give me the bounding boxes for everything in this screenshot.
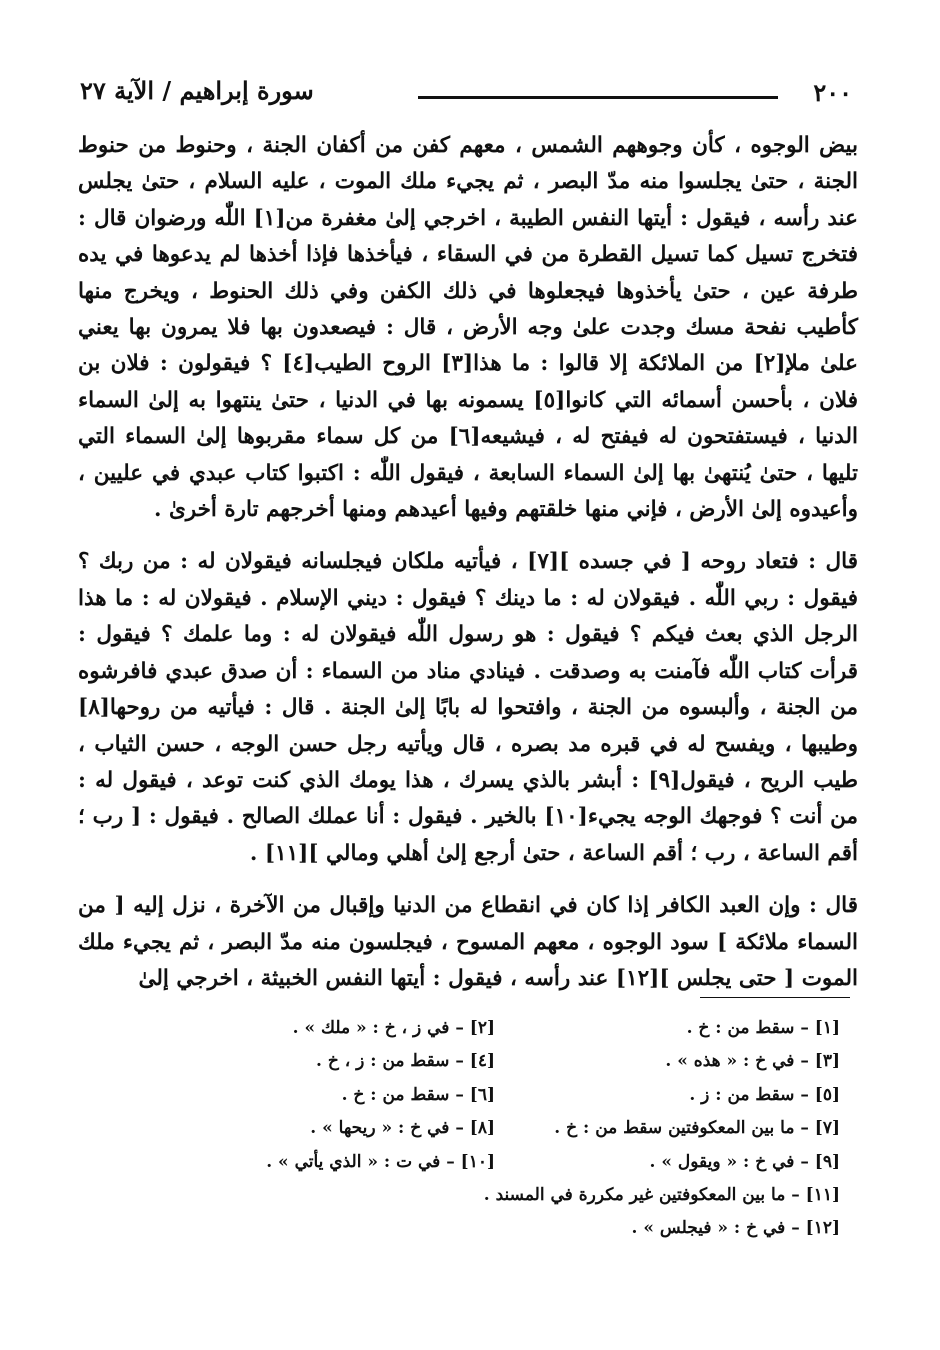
paragraph: بيض الوجوه ، كأن وجوههم الشمس ، معهم كفن من أكفان الجنة ، وحنوط من حنوط الجنة ، حتىٰ يجلسوا منه مدّ البصر ، ثم يجيء ملك الموت ، عليه السلام ، حتىٰ يجلس عند رأسه ، فيقول : أيتها النفس الطيبة ، اخرجي إلىٰ مغفرة من[١] اللّٰه ورضوان قال : فتخرج تسيل كما تسيل القطرة من في السقاء ، فيأخذها فإذا أخذها لم يدعوها في يده طرفة عين ، حتىٰ يأخذوها فيجعلوها في ذلك الكفن وفي ذلك الحنوط ، ويخرج منها كأطيب نفحة مسك وجدت علىٰ وجه الأرض ، قال : فيصعدون بها فلا يمرون بها يعني علىٰ ملإ[٢] من الملائكة إلا قالوا : ما هذا[٣] الروح الطيب[٤] ؟ فيقولون : فلان بن فلان ، بأحسن أسمائه التي كانوا[٥] يسمونه بها في الدنيا ، حتىٰ ينتهوا به إلىٰ السماء الدنيا ، فيستفتحون له فيفتح له ، فيشيعه[٦] من كل سماء مقربوها إلىٰ السماء التي تليها ، حتىٰ يُنتهىٰ بها إلىٰ السماء السابعة ، فيقول اللّٰه : اكتبوا كتاب عبدي في عليين ، وأعيدوه إلىٰ الأرض ، فإني منها خلقتهم وفيها أعيدهم ومنها أخرجهم تارة أخرىٰ . xyxy=(78,133,858,523)
footnote-row xyxy=(150,1146,840,1179)
footnote: [٩] – في خ : « ويقول » . xyxy=(649,1151,840,1172)
header-rule xyxy=(418,96,778,99)
footnote: [١] – سقط من : خ . xyxy=(686,1018,840,1038)
footnote: [٣] – في خ : « هذه » . xyxy=(665,1051,840,1072)
paragraph: قال : فتعاد روحه [ في جسده ][٧] ، فيأتيه ملكان فيجلسانه فيقولان له : من ربك ؟ فيقول : ربي اللّٰه . فيقولان له : ما دينك ؟ فيقول : ديني الإسلام . فيقولان له : ما هذا الرجل الذي بعث فيكم ؟ فيقول : هو رسول اللّٰه فيقولان له : وما علمك ؟ فيقول : قرأت كتاب اللّٰه فآمنت به وصدقت . فينادي مناد من السماء : أن صدق عبدي فافرشوه من الجنة ، وألبسوه من الجنة ، وافتحوا له بابًا إلىٰ الجنة . قال : فيأتيه من روحها[٨] وطيبها ، ويفسح له في قبره مد بصره ، قال ويأتيه رجل حسن الوجه ، حسن الثياب ، طيب الريح ، فيقول[٩] : أبشر بالذي يسرك ، هذا يومك الذي كنت توعد ، فيقول له : من أنت ؟ فوجهك الوجه يجيء[١٠] بالخير . فيقول : أنا عملك الصالح . فيقول : [ رب ؛ أقم الساعة ، رب ؛ أقم الساعة ، حتىٰ أرجع إلىٰ أهلي ومالي ][١١] . xyxy=(78,549,858,866)
page-header xyxy=(80,70,860,110)
footnote-row xyxy=(150,1012,840,1045)
footnote: [٧] – ما بين المعكوفتين سقط من : خ . xyxy=(554,1118,840,1139)
footnote: [٥] – سقط من : ز . xyxy=(689,1084,840,1105)
page-number: ٢٠٠ xyxy=(813,78,852,107)
footnote: [٨] – في خ : « ريحها » . xyxy=(310,1118,495,1139)
footnote: [١٠] – في ت : « الذي يأتي » . xyxy=(266,1151,495,1172)
footnote: [٤] – سقط من : ز ، خ . xyxy=(316,1051,495,1072)
main-text xyxy=(78,128,858,997)
running-title: سورة إبراهيم / الآية ٢٧ xyxy=(80,76,314,105)
paragraph: قال : وإن العبد الكافر إذا كان في انقطاع من الدنيا وإقبال من الآخرة ، نزل إليه [ من السماء ملائكة ] سود الوجوه ، معهم المسوح ، فيجلسون منه مدّ البصر ، ثم يجيء ملك الموت [ حتى يجلس ][١٢] عند رأسه ، فيقول : أيتها النفس الخبيثة ، اخرجي إلىٰ xyxy=(78,893,858,991)
footnote: [٦] – سقط من : خ . xyxy=(341,1084,495,1105)
footnote-row xyxy=(150,1112,840,1145)
footnotes xyxy=(150,1012,840,1246)
footnote: [١١] – ما بين المعكوفتين غير مكررة في المسند . xyxy=(483,1184,840,1205)
footnote: [٢] – في ز ، خ : « ملك » . xyxy=(292,1018,495,1038)
footnote-row xyxy=(150,1179,840,1212)
footnote-row xyxy=(150,1079,840,1112)
footnote-separator xyxy=(700,997,850,998)
footnote: [١٢] – في خ : « فيجلس » . xyxy=(631,1218,840,1239)
footnote-row xyxy=(150,1045,840,1078)
footnote-row xyxy=(150,1212,840,1245)
